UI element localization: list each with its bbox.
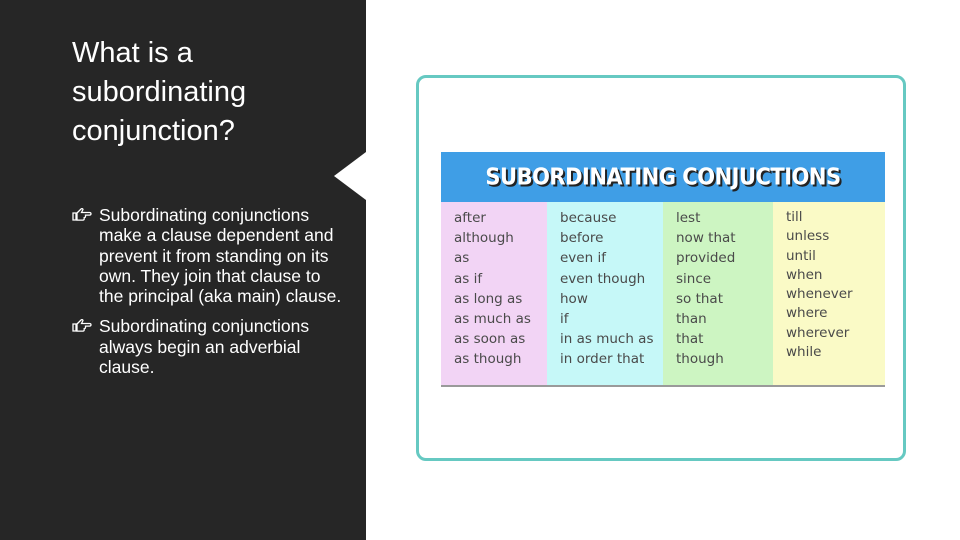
- conjunction-word: before: [560, 230, 604, 247]
- conjunction-word: whenever: [786, 286, 853, 303]
- hand-pointing-right-icon: [72, 319, 92, 333]
- conjunction-word: while: [786, 344, 822, 361]
- conjunction-word: though: [676, 351, 724, 368]
- conjunction-word: till: [786, 209, 803, 225]
- banner-title: SUBORDINATING CONJUCTIONS: [485, 164, 841, 190]
- bullet-text: Subordinating conjunctions make a clause dependent and prevent it from standing on its own. They join that clause to the principal (aka main) clause.: [99, 205, 342, 307]
- conjunction-word: although: [454, 230, 514, 247]
- conjunction-word: provided: [676, 250, 736, 267]
- conjunction-columns: [441, 202, 885, 387]
- conjunction-word: unless: [786, 228, 830, 245]
- chart-banner: [441, 152, 885, 202]
- conjunction-column: [441, 202, 547, 387]
- conjunction-word: even though: [560, 270, 646, 287]
- conjunction-word: wherever: [786, 324, 850, 341]
- conjunction-word: as: [454, 250, 470, 267]
- conjunction-word: when: [786, 266, 823, 283]
- hand-pointing-right-icon: [72, 208, 92, 222]
- conjunction-column: [663, 202, 773, 387]
- conjunction-word: as long as: [454, 290, 523, 307]
- bullet-item: [72, 316, 342, 377]
- conjunction-word: since: [676, 270, 712, 287]
- conjunction-word: even if: [560, 250, 606, 267]
- slide-title: What is a subordinating conjunction?: [72, 37, 247, 147]
- conjunction-word: because: [560, 210, 617, 226]
- conjunction-word: after: [454, 210, 486, 226]
- bullet-text: Subordinating conjunctions always begin an adverbial clause.: [99, 316, 310, 378]
- panel-notch: [334, 152, 366, 200]
- conjunction-word: as soon as: [454, 331, 526, 348]
- conjunction-column: [547, 202, 663, 387]
- conjunction-word: if: [560, 311, 569, 328]
- conjunction-word: than: [676, 311, 707, 328]
- conjunction-word: where: [786, 305, 828, 322]
- conjunction-word: in order that: [560, 351, 645, 368]
- conjunction-word: lest: [676, 210, 701, 226]
- conjunction-word: as though: [454, 351, 522, 368]
- conjunction-word: now that: [676, 230, 736, 247]
- bullet-list: [72, 205, 342, 387]
- conjunction-word: as if: [454, 270, 483, 287]
- bullet-item: [72, 205, 342, 306]
- left-panel: [0, 0, 366, 540]
- conjunction-word: that: [676, 331, 704, 348]
- conjunction-word: as much as: [454, 311, 531, 328]
- conjunction-word: in as much as: [560, 331, 654, 348]
- conjunction-word: how: [560, 290, 588, 307]
- conjunctions-chart-image: [441, 152, 885, 387]
- conjunction-word: so that: [676, 290, 723, 307]
- conjunction-word: until: [786, 247, 816, 264]
- conjunction-column: [773, 202, 885, 387]
